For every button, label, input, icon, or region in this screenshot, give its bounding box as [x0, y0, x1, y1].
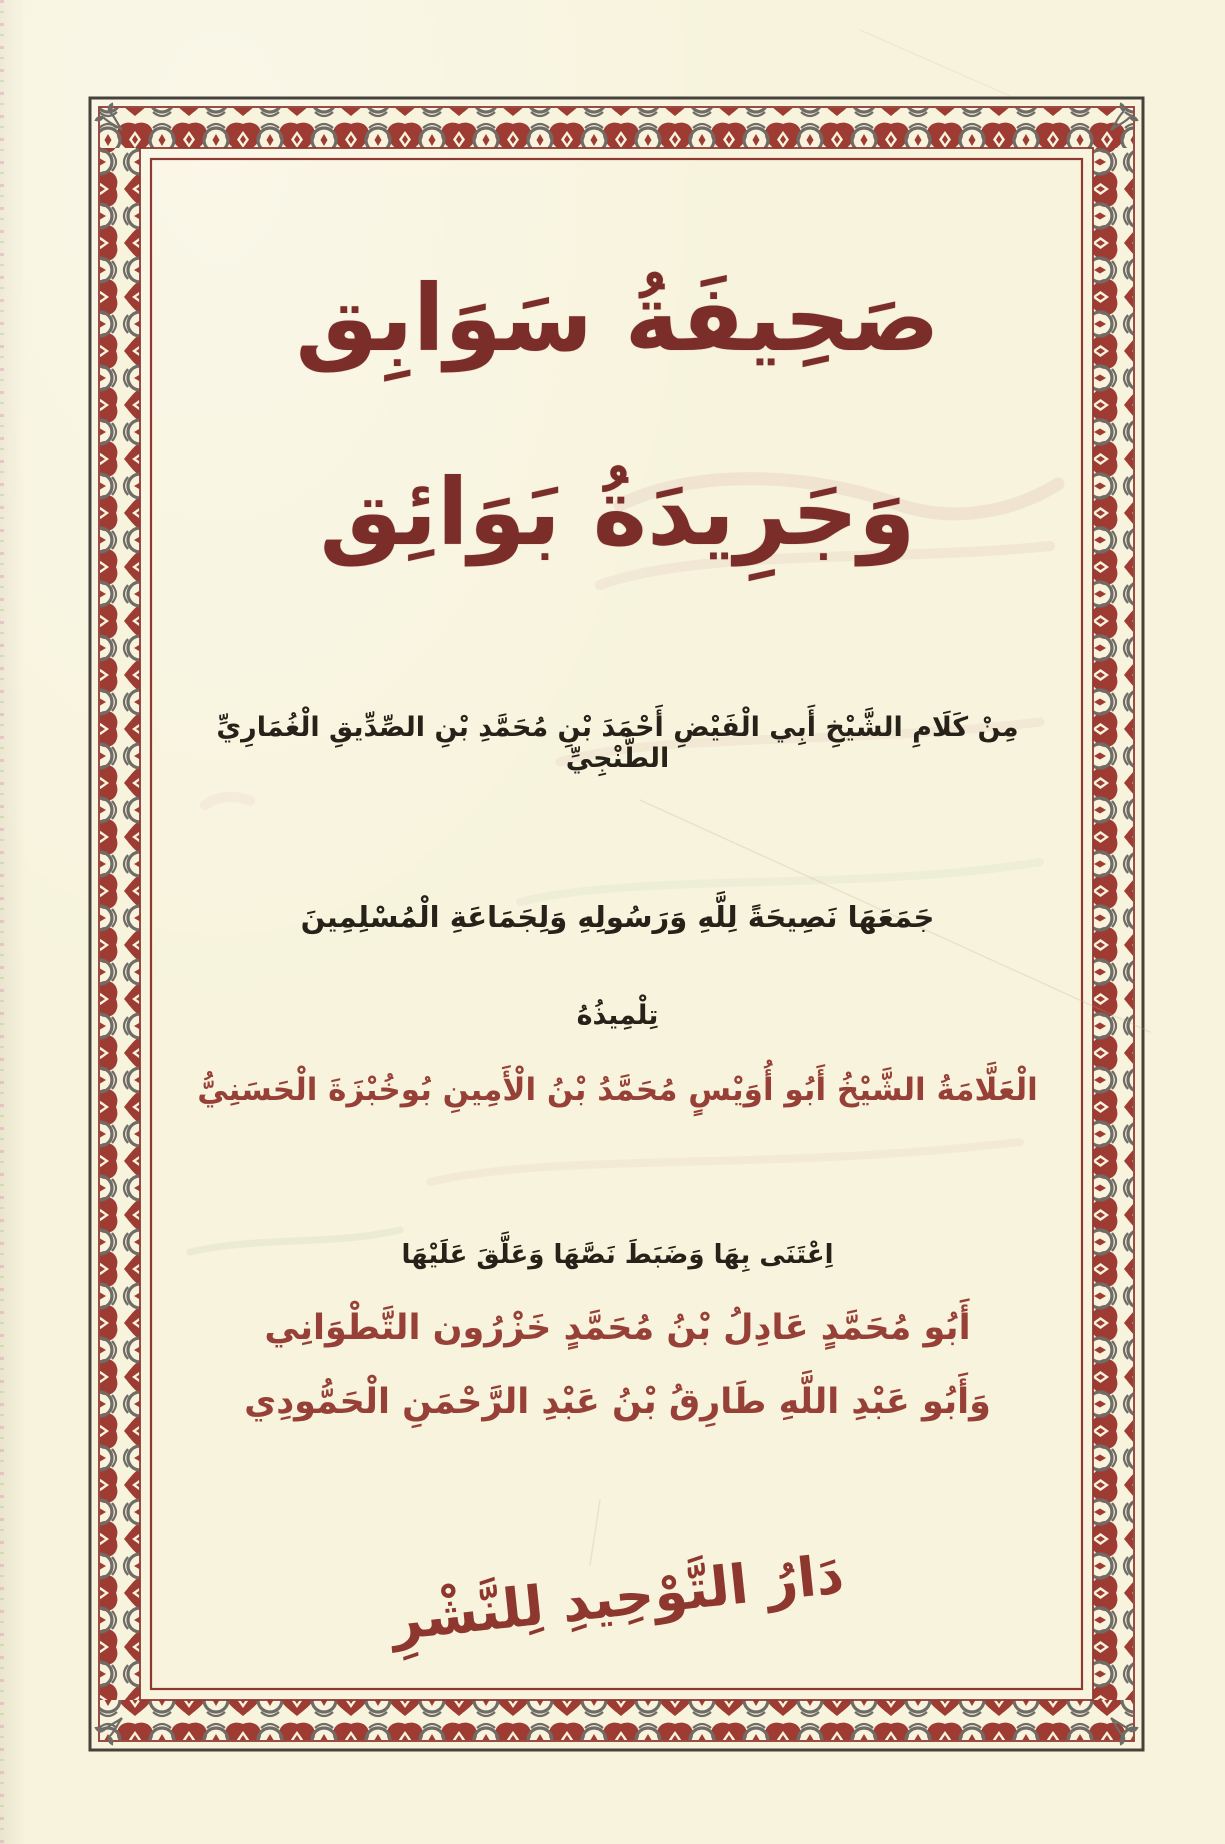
publisher-logo [160, 1542, 1075, 1653]
cover-content [160, 0, 1075, 1844]
editor-name-1: أَبُو مُحَمَّدٍ عَادِلُ بْنُ مُحَمَّدٍ خَزْرُون التَّطْوَانِي [264, 1308, 971, 1348]
student-label: تِلْمِيذُهُ [576, 1000, 659, 1031]
publisher-name: دَارُ التَّوْحِيدِ لِلنَّشْرِ [388, 1542, 847, 1653]
editors-intro: اِعْتَنَى بِهَا وَضَبَطَ نَصَّهَا وَعَلَّقَ عَلَيْهَا [401, 1240, 834, 1270]
editor-name-2: وَأَبُو عَبْدِ اللَّهِ طَارِقُ بْنُ عَبْدِ الرَّحْمَنِ الْحَمُّودِي [244, 1382, 991, 1422]
book-title-line2: وَجَرِيدَةُ بَوَائِق [319, 459, 916, 566]
author-attribution: مِنْ كَلَامِ الشَّيْخِ أَبِي الْفَيْضِ أَحْمَدَ بْنِ مُحَمَّدِ بْنِ الصِّدِّيقِ الْغُمَارِيِّ الطَّنْجِيِّ [216, 712, 1019, 774]
scan-edge-noise [0, 0, 4, 1844]
student-name: الْعَلَّامَةُ الشَّيْخُ أَبُو أُوَيْسٍ مُحَمَّدُ بْنُ الْأَمِينِ بُوخُبْزَةَ الْحَسَنِيُّ [197, 1072, 1038, 1108]
book-title-line1: صَحِيفَةُ سَوَابِق [295, 265, 940, 372]
compilation-purpose: جَمَعَهَا نَصِيحَةً لِلَّهِ وَرَسُولِهِ وَلِجَمَاعَةِ الْمُسْلِمِينَ [300, 900, 935, 934]
